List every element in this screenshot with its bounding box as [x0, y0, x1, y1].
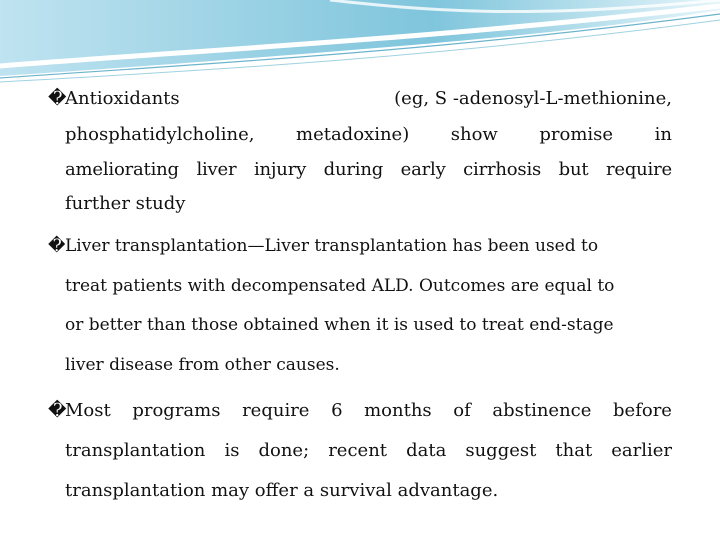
bullet-line-2: phosphatidylcholine, metadoxine) show promise in [65, 124, 672, 145]
bullet-marker: � [48, 88, 67, 109]
header-wave-decoration [0, 0, 720, 90]
bullet-line-1: �Antioxidants (eg, S -adenosyl-L-methionine, [48, 88, 672, 109]
bullet-line-3: or better than those obtained when it is used to treat end-stage [65, 315, 614, 335]
bullet-line-1: �Liver transplantation—Liver transplantation has been used to [48, 236, 599, 256]
bullet-line-2: transplantation is done; recent data suggest that earlier [65, 440, 672, 461]
bullet-liver-transplantation [48, 236, 672, 386]
bullet-line-4: liver disease from other causes. [65, 355, 340, 375]
bullet-marker: � [48, 236, 66, 256]
bullet-line-2: treat patients with decompensated ALD. Outcomes are equal to [65, 276, 615, 296]
bullet-line-4: further study [65, 193, 186, 214]
bullet-marker: � [48, 400, 67, 421]
bullet-line-3: ameliorating liver injury during early cirrhosis but require [65, 159, 672, 180]
bullet-abstinence-programs [48, 400, 672, 510]
bullet-line-3: transplantation may offer a survival advantage. [65, 480, 499, 501]
bullet-line-1: �Most programs require 6 months of abstinence before [48, 400, 672, 421]
bullet-antioxidants [48, 88, 672, 228]
